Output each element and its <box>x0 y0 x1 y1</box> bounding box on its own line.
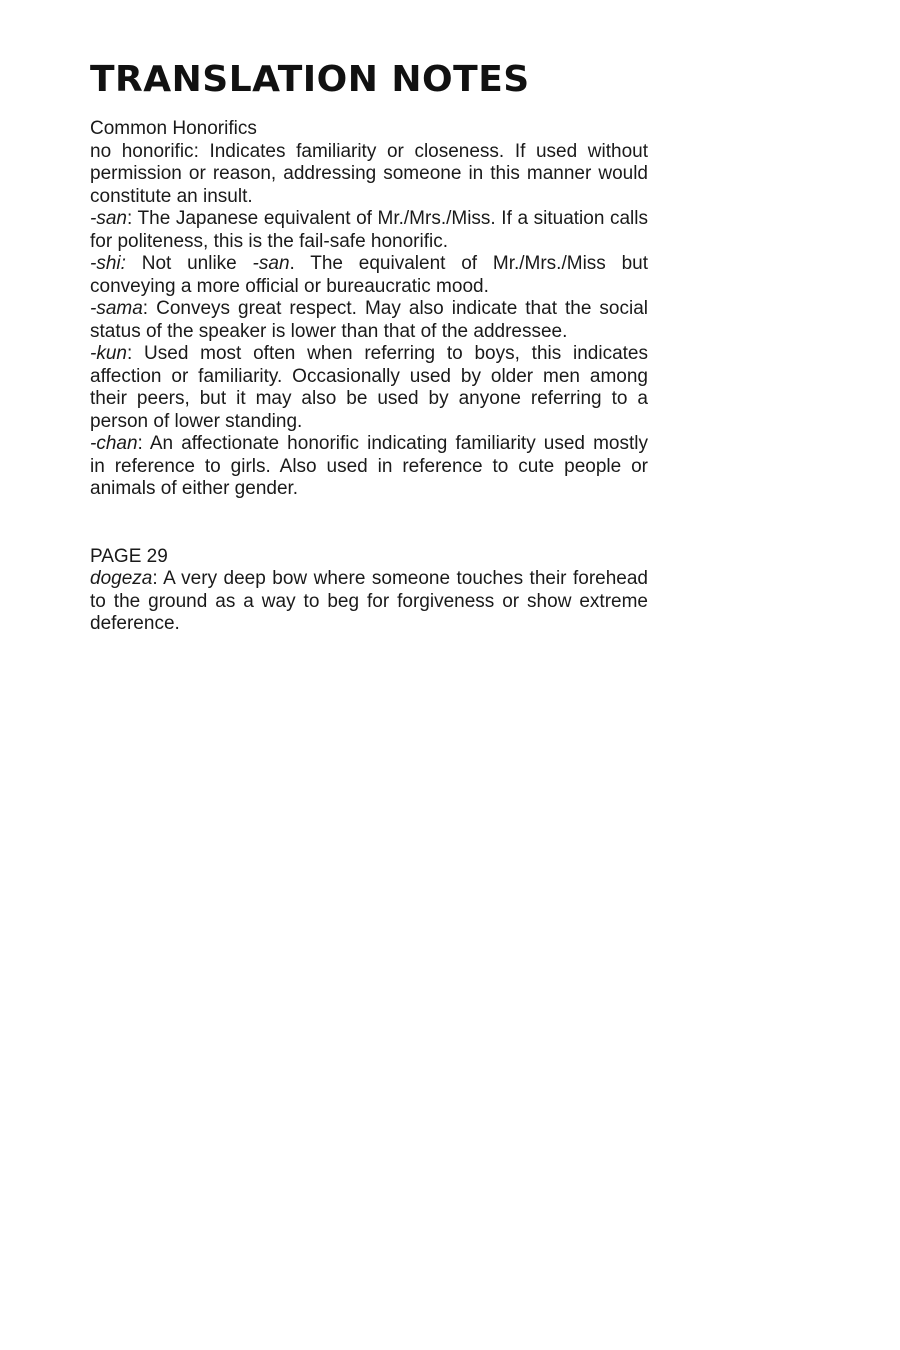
entry-definition: The Japanese equivalent of Mr./Mrs./Miss. If a situation calls for politeness, this is the fail-safe honorific. <box>90 208 649 252</box>
note-entry <box>90 298 648 343</box>
entry-definition: Used most often when referring to boys, this indicates affection or familiarity. Occasionally used by older men among their peers, but it may also be used by anyone referring to a person of lower standing. <box>90 343 648 432</box>
entry-definition: Conveys great respect. May also indicate that the social status of the speaker is lower than that of the addressee. <box>90 298 649 342</box>
entry-definition: An affectionate honorific indicating familiarity used mostly in reference to girls. Also used in reference to cute people or animals of either gender. <box>90 433 648 499</box>
honorifics-section <box>90 118 648 501</box>
section-spacer <box>90 501 648 546</box>
entry-term: -shi: <box>90 253 126 274</box>
note-entry <box>90 343 648 433</box>
entry-term: dogeza <box>90 568 153 589</box>
entry-separator: : <box>126 208 138 229</box>
entry-definition: . The equivalent of Mr./Mrs./Miss but conveying a more official or bureaucratic mood. <box>90 253 649 297</box>
note-entry <box>90 568 648 636</box>
entry-separator: : <box>152 568 164 589</box>
section-heading: Common Honorifics <box>90 118 257 139</box>
page-title: TRANSLATION NOTES <box>90 59 530 100</box>
section-heading: PAGE 29 <box>90 545 168 567</box>
entry-definition-term: -san <box>252 253 290 274</box>
entry-definition: A very deep bow where someone touches their forehead to the ground as a way to beg for forgiveness or show extreme deference. <box>90 568 648 634</box>
entry-separator <box>126 253 142 274</box>
note-entry <box>90 253 648 298</box>
entry-term: no honorific <box>90 140 194 162</box>
entry-term: -kun <box>90 343 127 364</box>
note-entry <box>90 141 648 209</box>
entry-separator: : <box>137 433 150 454</box>
entry-term: -san <box>90 208 127 229</box>
page-notes-section <box>90 546 648 636</box>
translation-notes-page <box>90 60 648 636</box>
entry-definition: Indicates familiarity or closeness. If used without permission or reason, addressing someone in this manner would constitute an insult. <box>90 140 648 207</box>
entry-term: -chan <box>90 433 138 454</box>
entry-separator: : <box>193 140 210 162</box>
note-entry <box>90 433 648 501</box>
entry-separator: : <box>142 298 157 319</box>
entry-term: -sama <box>90 298 143 319</box>
note-entry <box>90 208 648 253</box>
entry-definition-prefix: Not unlike <box>141 253 253 274</box>
entry-separator: : <box>126 343 145 364</box>
